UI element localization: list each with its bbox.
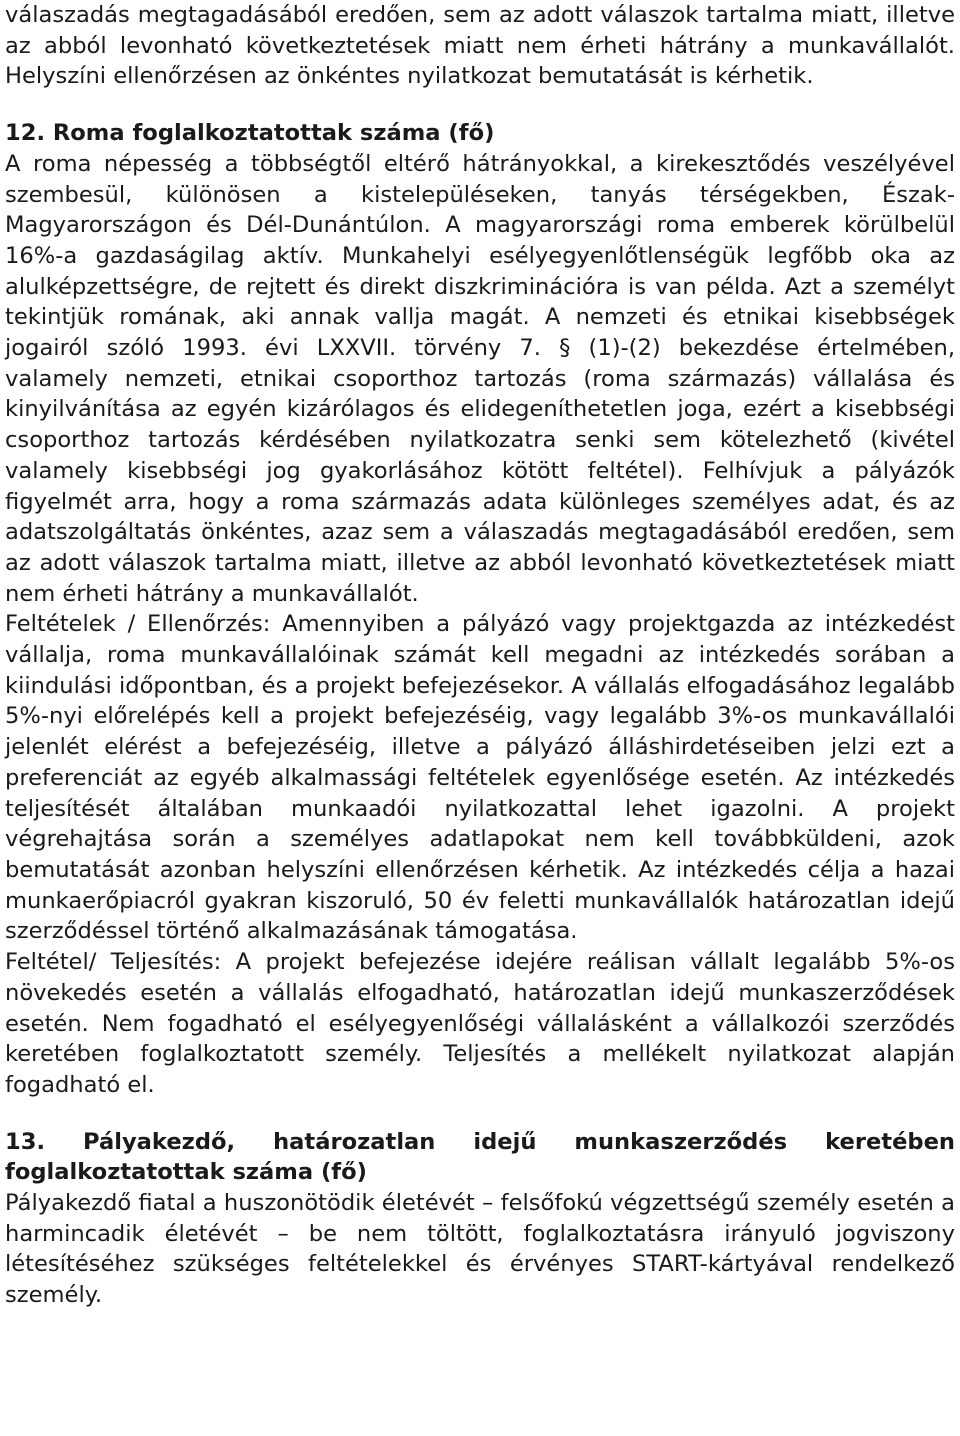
section-13-heading: 13. Pályakezdő, határozatlan idejű munkaszerződés keretében foglalkoztatottak száma (fő) [5,1128,955,1186]
section-gap [5,92,955,118]
section-12-paragraph-3: Feltétel/ Teljesítés: A projekt befejezése idejére reálisan vállalt legalább 5%-os növekedés esetén a vállalás elfogadható, határozatlan idejű munkaszerződések esetén. Nem fogadható el esélyegyenlőségi vállalásként a vállalkozói szerződés keretében foglalkoztatott személy. Teljesítés a mellékelt nyilatkozat alapján fogadható el. [5,949,955,1098]
section-13-paragraph-1: Pályakezdő fiatal a huszonötödik életévét – felsőfokú végzettségű személy esetén a harmincadik életévét – be nem töltött, foglalkoztatásra irányuló jogviszony létesítéséhez szükséges feltételekkel és érvényes START-kártyával rendelkező személy. [5,1190,955,1309]
section-12-heading: 12. Roma foglalkoztatottak száma (fő) [5,120,495,147]
section-gap [5,1101,955,1127]
section-12-paragraph-2: Feltételek / Ellenőrzés: Amennyiben a pályázó vagy projektgazda az intézkedést vállalja, roma munkavállalóinak számát kell megadni az intézkedés sorában a kiindulási időpontban, és a projekt befejezésekor. A vállalás elfogadásához legalább 5%-nyi előrelépés kell a projekt befejezéséig, vagy legalább 3%-os munkavállalói jelenlét elérést a befejezéséig, illetve a pályázó álláshirdetéseiben jelzi ezt a preferenciát az egyéb alkalmassági feltételek egyenlősége esetén. Az intézkedés teljesítését általában munkaadói nyilatkozattal lehet igazolni. A projekt végrehajtása során a személyes adatlapokat nem kell továbbküldeni, azok bemutatását azonban helyszíni ellenőrzésen kérhetik. Az intézkedés célja a hazai munkaerőpiacról gyakran kiszoruló, 50 év feletti munkavállalók határozatlan idejű szerződéssel történő alkalmazásának támogatása. [5,611,955,945]
intro-paragraph: válaszadás megtagadásából eredően, sem az adott válaszok tartalma miatt, illetve az abból levonható következtetések miatt nem érheti hátrány a munkavállalót. Helyszíni ellenőrzésen az önkéntes nyilatkozat bemutatását is kérhetik. [5,2,955,90]
section-12-paragraph-1: A roma népesség a többségtől eltérő hátrányokkal, a kirekesztődés veszélyével szembesül, különösen a kistelepüléseken, tanyás térségekben, Észak-Magyarországon és Dél-Dunántúlon. A magyarországi roma emberek körülbelül 16%-a gazdaságilag aktív. Munkahelyi esélyegyenlőtlenségük legfőbb oka az alulképzettségre, de rejtett és direkt diszkriminációra is van példa. Azt a személyt tekintjük romának, aki annak vallja magát. A nemzeti és etnikai kisebbségek jogairól szóló 1993. évi LXXVII. törvény 7. § (1)-(2) bekezdése értelmében, valamely nemzeti, etnikai csoporthoz tartozás (roma származás) vállalása és kinyilvánítása az egyén kizárólagos és elidegeníthetetlen joga, ezért a kisebbségi csoporthoz tartozás kérdésében nyilatkozatra senki sem kötelezhető (kivétel valamely kisebbségi jog gyakorlásához kötött feltétel). Felhívjuk a pályázók figyelmét arra, hogy a roma származás adata különleges személyes adat, és az adatszolgáltatás önkéntes, azaz sem a válaszadás megtagadásából eredően, sem az adott válaszok tartalma miatt, illetve az abból levonható következtetések miatt nem érheti hátrány a munkavállalót. [5,150,955,607]
document-page [5,0,955,1311]
